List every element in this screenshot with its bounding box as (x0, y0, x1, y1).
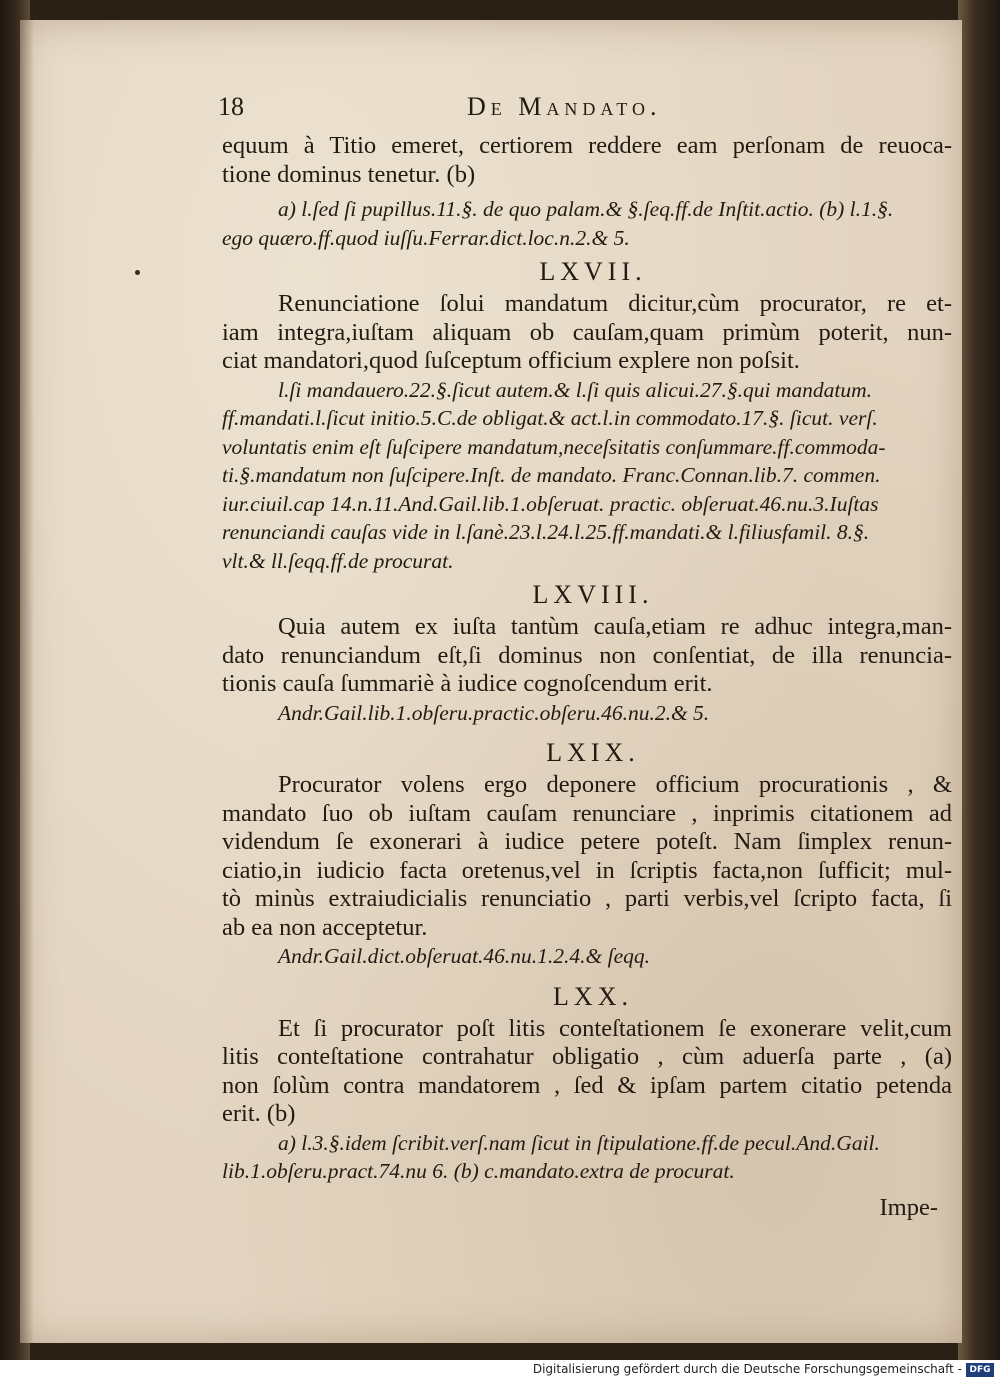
funding-credit: Digitalisierung gefördert durch die Deutsche Forschungsgemeinschaft - (532, 1362, 962, 1376)
text-line: Quia autem ex iuſta tantùm cauſa,etiam re adhuc integra,man- (278, 613, 952, 640)
citation-line: Andr.Gail.lib.1.obſeru.practic.obſeru.46.nu.2.& 5. (278, 700, 710, 725)
intro-footnotes (222, 195, 952, 252)
text-line: Et ſi procurator poſt litis conteſtationem ſe exonerare velit,cum (278, 1014, 952, 1042)
text-line: dato renunciandum eſt,ſi dominus non conſentiat, de illa renuncia- (222, 641, 952, 669)
footnote-line: a) l.ſed ſi pupillus.11.§. de quo palam.& §.ſeq.ff.de Inſtit.actio. (b) l.1.§. (278, 197, 894, 221)
section-heading-lxix: LXIX. (546, 738, 640, 767)
book-page (20, 20, 962, 1343)
citation-line: voluntatis enim eſt ſuſcipere mandatum,neceſsitatis conſummare.ff.commoda- (222, 434, 886, 459)
text-line: iam integra,iuſtam aliquam ob cauſam,quam primùm poterit, nun- (222, 318, 952, 346)
section-lxix-body (222, 771, 952, 942)
section-heading-lxviii: LXVIII. (532, 580, 654, 609)
text-line: ab ea non acceptetur. (222, 913, 428, 941)
section-lxviii-citations (222, 699, 952, 728)
citation-line: l.ſi mandauero.22.§.ſicut autem.& l.ſi quis alicui.27.§.qui mandatum. (278, 377, 873, 402)
text-line: Renunciatione ſolui mandatum dicitur,cùm procurator, re et- (278, 290, 952, 317)
text-line: videndum ſe exonerari à iudice petere poteſt. Nam ſimplex renun- (222, 828, 952, 855)
section-heading-lxx: LXX. (553, 981, 633, 1011)
page-number: 18 (218, 92, 244, 121)
scan-edge-right (958, 0, 1000, 1381)
text-line: mandato ſuo ob iuſtam cauſam renunciare , inprimis citationem ad (222, 799, 952, 827)
text-line: tionis cauſa ſummariè à iudice cognoſcendum erit. (222, 670, 713, 697)
text-line: equum à Titio emeret, certiorem reddere eam perſonam de reuoca- (222, 132, 952, 159)
catchword: Impe- (879, 1193, 938, 1221)
citation-line: vlt.& ll.ſeqq.ff.de procurat. (222, 548, 454, 573)
intro-paragraph (222, 132, 952, 189)
ink-spot (135, 270, 140, 275)
section-lxviii-body (222, 613, 952, 699)
page-text-block (218, 92, 952, 1222)
dfg-logo-icon: DFG (966, 1363, 994, 1377)
citation-line: ti.§.mandatum non ſuſcipere.Inſt. de mandato. Franc.Connan.lib.7. commen. (222, 463, 881, 487)
footnote-line: ego quæro.ff.quod iuſſu.Ferrar.dict.loc.n.2.& 5. (222, 225, 630, 250)
running-title: De Mandato. (467, 92, 662, 121)
text-line: erit. (b) (222, 1100, 296, 1127)
citation-line: ff.mandati.l.ſicut initio.5.C.de obligat.& act.l.in commodato.17.§. ſicut. verſ. (222, 406, 878, 430)
page-header (218, 92, 952, 132)
page-gutter-shadow (20, 20, 34, 1343)
text-line: ciatio,in iudicio facta oretenus,vel in ſcriptis facta,non ſufficit; mul- (222, 856, 952, 884)
text-line: Procurator volens ergo deponere officium procurationis , & (278, 771, 952, 798)
text-line: litis conteſtatione contrahatur obligatio , cùm aduerſa parte , (a) (222, 1043, 952, 1070)
text-line: tò minùs extraiudicialis renunciatio , parti verbis,vel ſcripto facta, ſi (222, 885, 952, 912)
citation-line: Andr.Gail.dict.obſeruat.46.nu.1.2.4.& ſeqq. (278, 944, 651, 968)
text-line: non ſolùm contra mandatorem , ſed & ipſam partem citatio petenda (222, 1071, 952, 1099)
citation-line: renunciandi cauſas vide in l.ſanè.23.l.24.l.25.ff.mandati.& l.filiusfamil. 8.§. (222, 520, 870, 544)
footnote-line: lib.1.obſeru.pract.74.nu 6. (b) c.mandato.extra de procurat. (222, 1159, 735, 1183)
section-lxx-footnotes (222, 1129, 952, 1186)
section-lxix-citations (222, 942, 952, 971)
citation-line: iur.ciuil.cap 14.n.11.And.Gail.lib.1.obſeruat. practic. obſeruat.46.nu.3.Iuſtas (222, 491, 879, 516)
footnote-line: a) l.3.§.idem ſcribit.verſ.nam ſicut in ſtipulatione.ff.de pecul.And.Gail. (278, 1130, 880, 1155)
digitization-footer (0, 1360, 1000, 1381)
text-line: tione dominus tenetur. (b) (222, 160, 476, 188)
text-line: ciat mandatori,quod ſuſceptum officium explere non poſsit. (222, 347, 800, 374)
section-lxvii-body (222, 290, 952, 376)
section-lxx-body (222, 1015, 952, 1129)
section-lxvii-citations (222, 376, 952, 576)
section-heading-lxvii: LXVII. (539, 257, 647, 286)
